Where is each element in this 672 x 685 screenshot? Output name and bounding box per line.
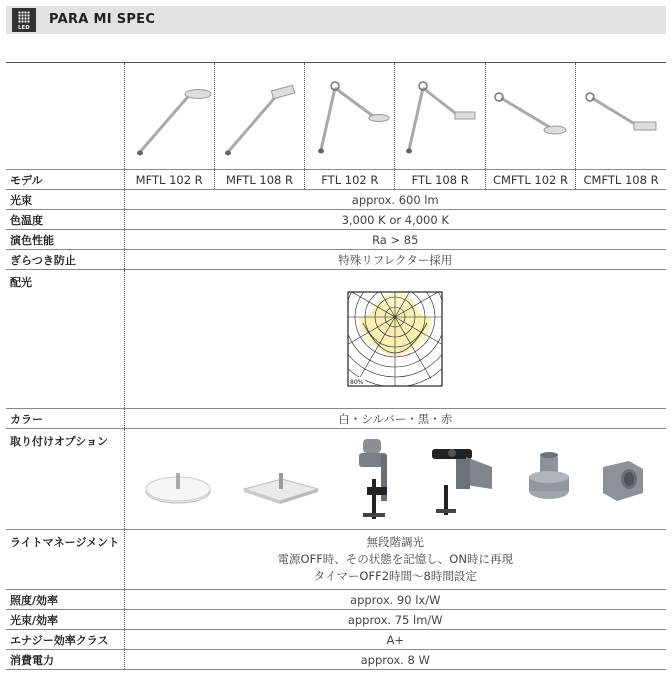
efficacy-value: approx. 75 lm/W (124, 610, 666, 630)
energy-class-value: A+ (124, 630, 666, 650)
model-name: MFTL 102 R (124, 170, 214, 190)
model-name: MFTL 108 R (214, 170, 304, 190)
light-management-row: ライトマネージメント 無段階調光 電源OFF時、その状態を記憶し、ON時に再現 タイマーOFF2時間〜8時間設定 (6, 530, 666, 590)
glare-value: 特殊リフレクター採用 (124, 250, 666, 270)
model-row: モデル MFTL 102 R MFTL 108 R FTL 102 R FTL 108 R CMFTL 102 R CMFTL 108 R (6, 170, 666, 190)
illuminance-value: approx. 90 lx/W (124, 590, 666, 610)
page-title: PARA MI SPEC (49, 12, 156, 27)
light-management-line: 無段階調光 (366, 535, 424, 549)
cct-row: 色温度 3,000 K or 4,000 K (6, 210, 666, 230)
power-row: 消費電力 approx. 8 W (6, 650, 666, 670)
color-value: 白・シルバー・黒・赤 (124, 409, 666, 429)
round-base-icon (142, 449, 214, 509)
square-base-icon (240, 449, 322, 509)
model-name: CMFTL 108 R (576, 170, 666, 190)
illuminance-row: 照度/効率 approx. 90 lx/W (6, 590, 666, 610)
flux-row: 光束 approx. 600 lm (6, 190, 666, 210)
light-distribution-diagram (347, 291, 443, 387)
cri-value: Ra > 85 (124, 230, 666, 250)
light-management-line: タイマーOFF2時間〜8時間設定 (313, 569, 477, 583)
product-image-row (6, 63, 666, 170)
led-badge-icon: LED (12, 8, 36, 32)
socket-mount-icon (526, 449, 572, 509)
energy-class-row: エナジー効率クラス A+ (6, 630, 666, 650)
distribution-row: 配光 80% (6, 270, 666, 409)
glare-row: ぎらつき防止 特殊リフレクター採用 (6, 250, 666, 270)
wall-mount-icon (599, 449, 649, 509)
svg-text:80%: 80% (350, 379, 364, 386)
lamp-image-mftl-102 (124, 63, 214, 170)
lamp-image-cmftl-102 (485, 63, 575, 170)
desk-clamp-icon (349, 435, 399, 523)
lamp-image-mftl-108 (214, 63, 304, 170)
flux-value: approx. 600 lm (124, 190, 666, 210)
spec-header (6, 6, 666, 34)
model-name: FTL 102 R (305, 170, 395, 190)
model-name: FTL 108 R (395, 170, 485, 190)
mount-options-row: 取り付けオプション (6, 429, 666, 530)
model-name: CMFTL 102 R (485, 170, 575, 190)
cri-row: 演色性能 Ra > 85 (6, 230, 666, 250)
lamp-image-ftl-102 (305, 63, 395, 170)
efficacy-row: 光束/効率 approx. 75 lm/W (6, 610, 666, 630)
lamp-image-cmftl-108 (576, 63, 666, 170)
lamp-image-ftl-108 (395, 63, 485, 170)
spec-table (6, 62, 666, 670)
color-row: カラー 白・シルバー・黒・赤 (6, 409, 666, 429)
table-clamp-icon (426, 435, 500, 523)
cct-value: 3,000 K or 4,000 K (124, 210, 666, 230)
light-management-line: 電源OFF時、その状態を記憶し、ON時に再現 (277, 552, 513, 566)
power-value: approx. 8 W (124, 650, 666, 670)
